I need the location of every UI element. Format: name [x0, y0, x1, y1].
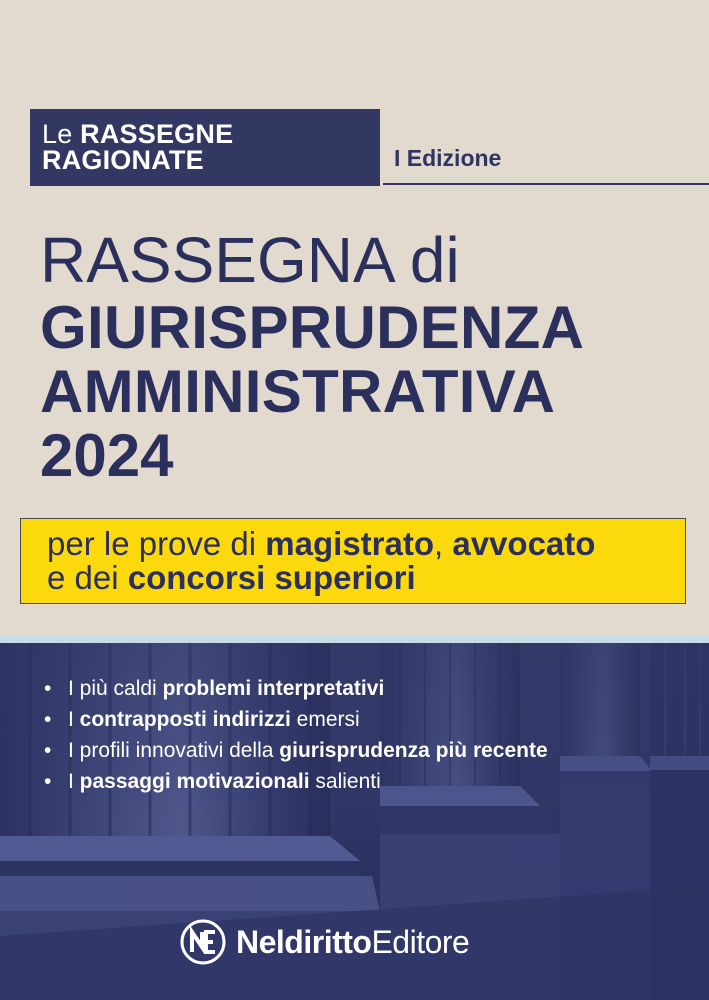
bullet-icon: •: [44, 708, 52, 731]
title-year: 2024: [40, 422, 174, 489]
bullet-icon: •: [44, 770, 52, 793]
edition-divider: [383, 183, 709, 185]
feature-item: • I contrapposti indirizzi emersi: [44, 704, 548, 735]
subtitle-box: [20, 518, 686, 604]
title-line-1: RASSEGNA di: [40, 224, 460, 296]
book-title: [40, 224, 584, 488]
subtitle-line-2: e dei concorsi superiori: [47, 559, 416, 596]
bullet-icon: •: [44, 677, 52, 700]
publisher-name: NeldirittoEditore: [236, 923, 470, 960]
feature-item: • I profili innovativi della giurisprudenza più recente: [44, 735, 548, 766]
ne-monogram-icon: [180, 919, 226, 965]
bullet-icon: •: [44, 739, 52, 762]
series-prefix: Le: [42, 119, 73, 149]
feature-item: • I più caldi problemi interpretativi: [44, 673, 548, 704]
series-name-line2: RAGIONATE: [42, 145, 204, 175]
title-line-2: GIURISPRUDENZA: [40, 294, 585, 361]
feature-item: • I passaggi motivazionali salienti: [44, 766, 548, 797]
series-badge: [30, 109, 380, 186]
title-line-3: AMMINISTRATIVA: [40, 358, 556, 425]
subtitle-line-1: per le prove di magistrato, avvocato: [47, 525, 596, 562]
feature-list: [44, 673, 548, 797]
edition-label: I Edizione: [394, 145, 502, 171]
series-name-line1: RASSEGNE: [80, 119, 234, 149]
accent-band: [0, 636, 709, 643]
publisher-logo: [180, 918, 469, 966]
